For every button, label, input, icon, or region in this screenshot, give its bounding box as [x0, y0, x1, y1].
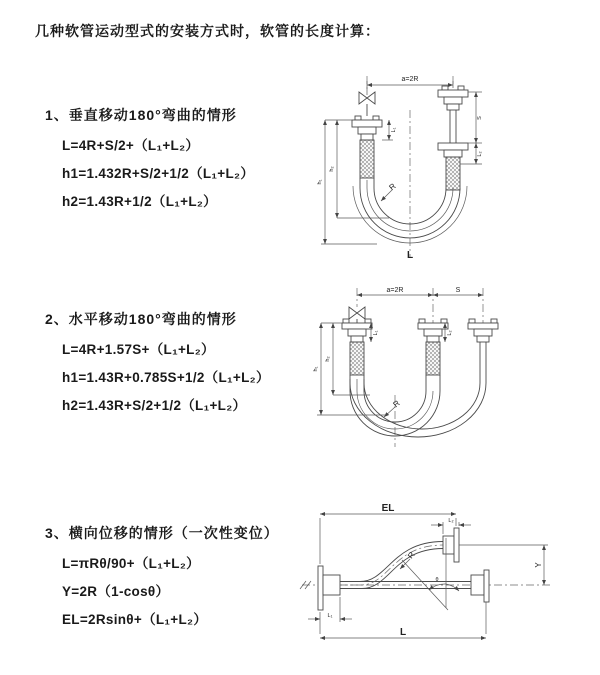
middle-fitting: [418, 319, 448, 375]
valve-icon: [349, 307, 365, 323]
right-flange: [471, 570, 489, 602]
section-2-formula-h2: h2=1.43R+S/2+1/2（L₁+L₂）: [62, 398, 247, 413]
hose-u-bends: [350, 347, 486, 437]
diagram-horizontal-180-bend: [305, 283, 600, 473]
dim-label-s: S: [455, 287, 461, 294]
dimension-heights: [317, 120, 389, 244]
dimension-l1: [308, 597, 352, 622]
angle-label: θ: [435, 577, 439, 583]
dim-label-l1: L₁: [373, 330, 379, 336]
section-1-formula-h1: h1=1.432R+S/2+1/2（L₁+L₂）: [62, 166, 255, 181]
left-flange: [318, 566, 340, 610]
dimension-fitting-left: [382, 120, 397, 140]
right-fitting: [438, 86, 468, 190]
section-2: [45, 310, 270, 414]
length-label: L: [406, 250, 414, 261]
page-title: 几种软管运动型式的安装方式时，软管的长度计算：: [35, 23, 380, 39]
dim-label-l1: L₁: [391, 127, 397, 133]
section-2-heading: 2、水平移动180°弯曲的情形: [45, 311, 237, 327]
section-1: [45, 106, 254, 210]
section-1-formula-L: L=4R+S/2+（L₁+L₂）: [62, 138, 200, 153]
section-3-formula-L: L=πRθ/90+（L₁+L₂）: [62, 556, 200, 571]
radius-label: R: [406, 550, 417, 561]
dimension-travel: [460, 92, 483, 164]
valve-icon: [359, 92, 375, 116]
dimension-l2: [431, 518, 471, 534]
left-fitting: [342, 319, 372, 375]
radius-callout: [384, 398, 402, 417]
dim-label-h2: h₂: [329, 166, 335, 172]
dimension-el: [320, 503, 456, 564]
radius-label: R: [387, 181, 398, 193]
dim-label-l: L: [399, 627, 407, 638]
dim-label-y: Y: [534, 562, 543, 568]
radius-label: R: [391, 398, 402, 410]
dim-label-el: EL: [381, 503, 395, 514]
dimension-top: [357, 287, 483, 295]
dim-label-h1: h₁: [317, 179, 323, 185]
radius-callout: [400, 550, 417, 569]
section-3-heading: 3、横向位移的情形（一次性变位）: [45, 525, 279, 541]
left-fitting: [352, 116, 382, 178]
dimension-heights: [313, 323, 385, 415]
dimension-l: [320, 602, 486, 638]
section-2-formula-L: L=4R+1.57S+（L₁+L₂）: [62, 342, 215, 357]
diagram-lateral-displacement: [296, 498, 600, 656]
dim-label-l1: L₁: [327, 613, 333, 619]
dim-label-l2: L₂: [448, 518, 454, 524]
section-1-formula-h2: h2=1.43R+1/2（L₁+L₂）: [62, 194, 217, 209]
dim-label-h2: h₂: [325, 356, 331, 362]
dim-label-l2: L₂: [447, 330, 453, 336]
dim-label-h1: h₁: [313, 366, 319, 372]
upper-flange: [443, 528, 459, 562]
diagram-vertical-180-bend: [305, 68, 600, 263]
section-1-heading: 1、垂直移动180°弯曲的情形: [45, 107, 237, 123]
right-fitting: [468, 319, 498, 347]
dim-label-a2r: a=2R: [401, 76, 419, 83]
section-2-formula-h1: h1=1.43R+0.785S+1/2（L₁+L₂）: [62, 370, 270, 385]
dim-label-a2r: a=2R: [386, 287, 404, 294]
section-3-formula-EL: EL=2Rsinθ+（L₁+L₂）: [62, 612, 208, 627]
radius-callout: [381, 181, 398, 201]
dim-label-l2: L₂: [477, 151, 483, 157]
section-3-formula-Y: Y=2R（1-cosθ）: [62, 584, 170, 599]
section-3: [45, 524, 279, 628]
dim-label-s: S: [477, 116, 483, 120]
